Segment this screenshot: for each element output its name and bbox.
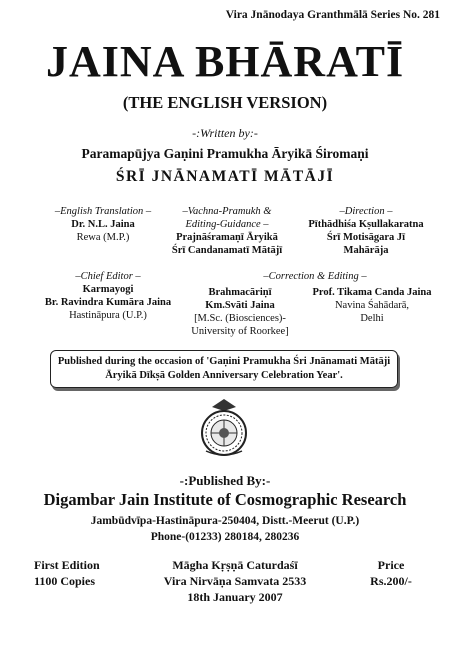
credit-name: Prajnāśramaṇī Āryikā [176, 232, 278, 243]
occasion-notice [50, 350, 398, 388]
date-info [150, 557, 320, 605]
author-honorific: Paramapūjya Gaṇini Pramukha Āryikā Śiromaṇi [81, 146, 369, 161]
credit-name: Karmayogi [82, 284, 134, 295]
credit-role: Editing-Guidance – [185, 219, 269, 230]
credit-vachna [162, 205, 292, 257]
credit-role: –Correction & Editing – [263, 271, 367, 282]
date-line: Vira Nirvāṇa Samvata 2533 [163, 574, 307, 588]
credit-name: Pīthādhiśa Kṣullakaratna [308, 219, 424, 230]
credit-direction [296, 205, 436, 257]
credit-role: –Vachna-Pramukh & [182, 206, 272, 217]
credit-detail: [M.Sc. (Biosciences)- [194, 313, 286, 324]
credit-correction-left [180, 286, 300, 338]
credit-name: Śrī Candanamatī Mātājī [171, 245, 283, 256]
credit-name: Km.Svāti Jaina [205, 300, 275, 311]
credit-chief-editor [38, 270, 178, 322]
credit-name: Dr. N.L. Jaina [71, 219, 135, 230]
published-by-label: -:Published By:- [179, 473, 271, 488]
publisher-phone: Phone-(01233) 280184, 280236 [150, 531, 300, 543]
credit-role: –Direction – [339, 206, 393, 217]
credit-name: Brahmacāriṇī [208, 287, 272, 298]
edition-copies: 1100 Copies [34, 574, 96, 588]
book-title: JAINA BHĀRATĪ [45, 37, 405, 86]
edition-label: First Edition [34, 558, 100, 572]
price-value: Rs.200/- [370, 574, 412, 588]
credit-role: –English Translation – [54, 206, 152, 217]
credit-place: Hastināpura (U.P.) [69, 310, 147, 321]
date-line: Māgha Kṛṣṇā Caturdaśī [172, 558, 298, 572]
publisher-address: Jambūdvīpa-Hastināpura-250404, Distt.-Meerut (U.P.) [90, 515, 360, 527]
notice-line: Āryikā Dīkṣā Golden Anniversary Celebration Year'. [105, 369, 343, 381]
credit-translation [38, 205, 168, 244]
price-info [356, 557, 426, 589]
credit-role: –Chief Editor – [75, 271, 141, 282]
credit-name: Br. Ravindra Kumāra Jaina [44, 297, 172, 308]
series-label: Vira Jnānodaya Granthmālā Series No. 281 [225, 9, 440, 21]
credit-correction-right [302, 286, 442, 325]
credit-detail: Delhi [360, 313, 384, 324]
credit-name: Prof. Tikama Canda Jaina [312, 287, 432, 298]
institute-emblem-icon [196, 397, 252, 459]
credit-name: Mahārāja [343, 245, 389, 256]
credit-name: Śrī Motisāgara Jī [326, 232, 406, 243]
price-label: Price [377, 558, 405, 572]
notice-line: Published during the occasion of 'Gaṇini Pramukha Śri Jnānamati Mātāji [57, 356, 391, 367]
date-line: 18th January 2007 [187, 590, 283, 604]
credit-detail: Navina Śahādarā, [334, 300, 410, 311]
credit-correction-role [240, 270, 390, 283]
book-subtitle: (THE ENGLISH VERSION) [122, 93, 328, 112]
publisher-name: Digambar Jain Institute of Cosmographic Research [43, 490, 407, 509]
credit-detail: University of Roorkee] [191, 326, 289, 337]
written-by-label: -:Written by:- [192, 126, 258, 140]
edition-info [34, 557, 100, 589]
author-name: ŚRĪ JNĀNAMATĪ MĀTĀJĪ [115, 168, 335, 185]
credit-place: Rewa (M.P.) [76, 232, 130, 243]
